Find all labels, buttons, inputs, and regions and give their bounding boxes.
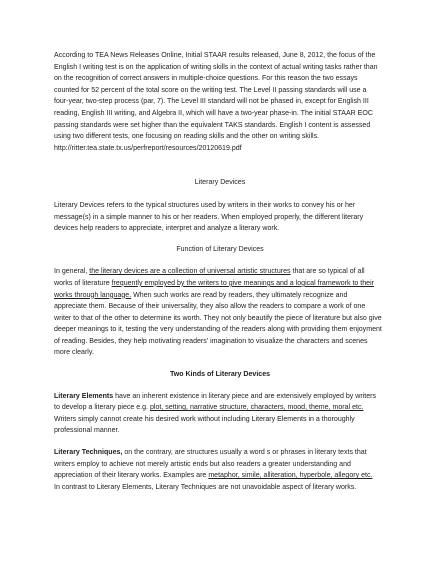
intro-line: on the recognition of correct answers in multiple-choice questions. For this reason the two essays (54, 75, 358, 83)
text-run: have an inherent existence in literary piece and are extensively employed by writers (113, 392, 376, 400)
paragraph-line: In contrast to Literary Elements, Literary Techniques are not unavoidable aspect of literary works. (54, 483, 357, 491)
paragraph-line: Literary Devices refers to the typical structures used by writers in their works to convey his or her (54, 201, 356, 209)
text-run: to develop a literary piece e.g. (54, 404, 150, 412)
underlined-phrase: frequently employed by the writers to give meanings and a logical framework to their (111, 279, 375, 287)
paragraph-line (54, 470, 386, 482)
intro-line: using two different tests, one focusing on reading skills and the other on writing skills. (54, 133, 320, 141)
text-run: In general, (54, 268, 90, 276)
paragraph-line (54, 290, 386, 302)
intro-line: counted for 52 percent of the total score on the writing test. The Level II passing standards will use a (54, 86, 367, 94)
source-url: http://ritter.tea.state.tx.us/perfreport/resources/20120619.pdf (54, 144, 242, 152)
intro-line: According to TEA News Releases Online, Initial STAAR results released, June 8, 2012, the focus of the (54, 52, 376, 59)
underlined-phrase: the literary devices are a collection of universal artistic structures (89, 268, 291, 276)
paragraph-line: of reading. Besides, they help motivating readers' imagination to visualize the characters and scenes (54, 337, 368, 345)
paragraph-line (54, 402, 386, 414)
section-title-literary-devices: Literary Devices (194, 179, 246, 187)
underlined-phrase: works through language. (54, 291, 132, 299)
intro-line: four-year, two-step process (par, 7). The Level III standard will not be phased in, except for English III (54, 98, 369, 106)
underlined-phrase: metaphor, simile, alliteration, hyperbole, allegory etc. (208, 472, 373, 480)
literary-devices-paragraph (54, 200, 386, 235)
section-title-function: Function of Literary Devices (176, 245, 264, 253)
literary-techniques-paragraph (54, 447, 386, 493)
paragraph-line: professional manner. (54, 427, 120, 435)
paragraph-line (54, 266, 386, 278)
term-literary-elements: Literary Elements (54, 392, 114, 400)
paragraph-line: message(s) in a simple manner to his or her readers. When employed properly, the different literary (54, 213, 364, 221)
literary-elements-paragraph (54, 391, 386, 437)
paragraph-line: writers employ to achieve not merely artistic ends but also readers a greater understanding and (54, 460, 351, 468)
paragraph-line: more clearly. (54, 349, 94, 357)
intro-line: English I writing test is on the application of writing skills in the context of actual writing tasks rather than (54, 63, 378, 71)
text-run: appreciation of their literary works. Examples are (54, 472, 209, 480)
paragraph-line: deeper meanings to it, testing the very understanding of the readers along with providing them enjoyment (54, 326, 382, 334)
text-run: on the contrary, are structures usually a word s or phrases in literary texts that (122, 449, 367, 457)
paragraph-line: devices help readers to appreciate, interpret and analyze a literary work. (54, 225, 280, 233)
text-run: When such works are read by readers, they ultimately recognize and (131, 291, 348, 299)
paragraph-line (54, 278, 386, 290)
term-literary-techniques: Literary Techniques, (54, 449, 123, 457)
intro-line: reading, English III writing, and Algebra II, which will have a two-year phase-in. The initial STAAR EOC (54, 109, 373, 117)
text-run: that are so typical of all (290, 268, 365, 276)
underlined-phrase: plot, setting, narrative structure, characters, mood, theme, moral etc. (149, 404, 364, 412)
section-title-two-kinds: Two Kinds of Literary Devices (169, 371, 271, 379)
paragraph-line: writer to that of the other to determine its worth. They not only beautify the piece of literature but also give (54, 314, 382, 322)
paragraph-line: appreciate them. Because of their universality, they also allow the readers to compare a work of one (54, 303, 366, 311)
paragraph-line (54, 447, 386, 459)
paragraph-line: Writers simply cannot create his desired work without including Literary Elements in a thoroughly (54, 415, 355, 423)
function-paragraph (54, 266, 386, 359)
text-run: works of literature (54, 279, 112, 287)
paragraph-line (54, 391, 386, 403)
intro-line: passing standards were set higher than the equivalent TAKS standards. English I content is assessed (54, 121, 371, 129)
intro-paragraph (54, 50, 386, 154)
